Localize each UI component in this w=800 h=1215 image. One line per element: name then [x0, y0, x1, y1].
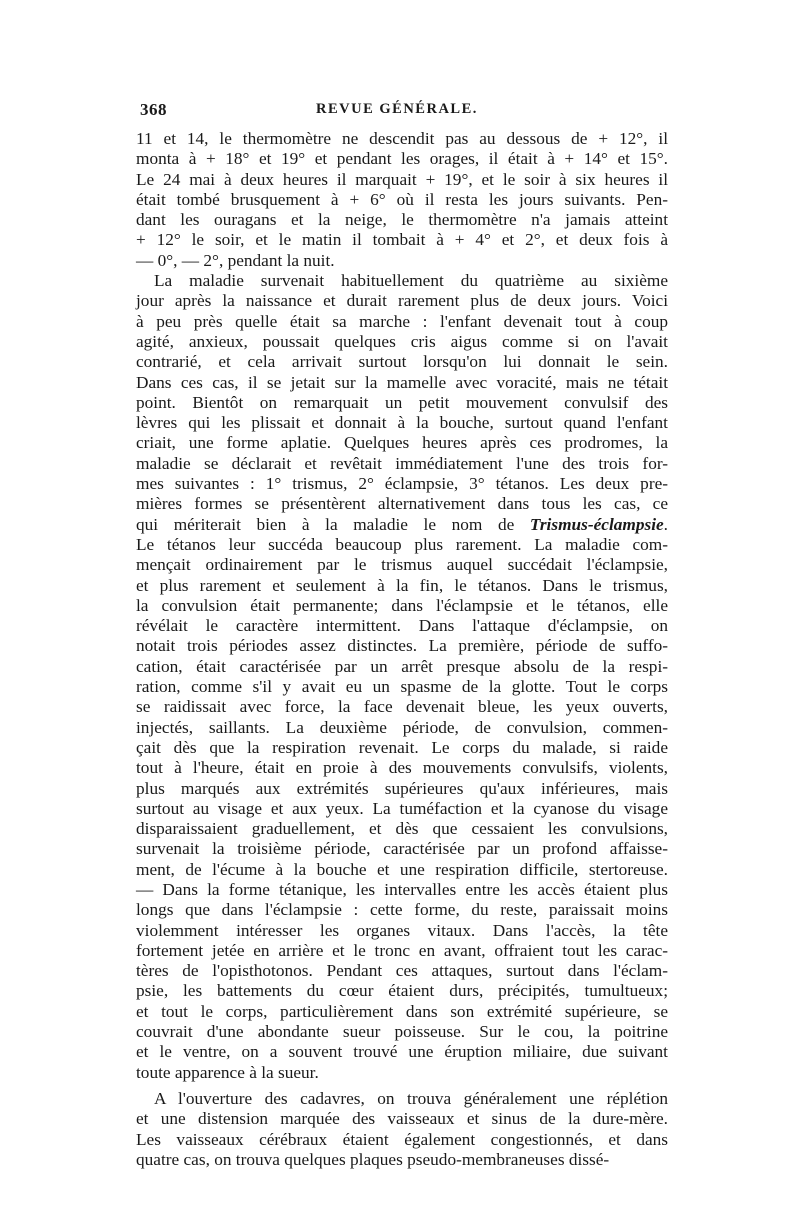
text-line: et le ventre, on a souvent trouvé une éruption miliaire, due suivant	[136, 1042, 668, 1062]
italic-term: Trismus-éclampsie	[529, 514, 664, 534]
text-line: quatre cas, on trouva quelques plaques pseudo-membraneuses dissé-	[136, 1149, 610, 1169]
text-line: — 0°, — 2°, pendant la nuit.	[136, 250, 335, 270]
text-line: à peu près quelle était sa marche : l'enfant devenait tout à coup	[136, 311, 668, 331]
text-line: violemment intéresser les organes vitaux. Dans l'accès, la tête	[136, 920, 668, 940]
text-line: Le 24 mai à deux heures il marquait + 19°, et le soir à six heures il	[136, 169, 668, 189]
text-line: 11 et 14, le thermomètre ne descendit pas au dessous de + 12°, il	[136, 129, 668, 148]
text-line: mières formes se présentèrent alternativement dans tous les cas, ce	[136, 494, 668, 514]
text-line: toute apparence à la sueur.	[136, 1062, 319, 1082]
text-line: monta à + 18° et 19° et pendant les orages, il était à + 14° et 15°.	[136, 149, 668, 169]
text-line: la convulsion était permanente; dans l'éclampsie et le tétanos, elle	[136, 595, 668, 615]
text-line: injectés, saillants. La deuxième période, de convulsion, commen-	[136, 717, 668, 737]
paragraph	[136, 129, 668, 271]
text-line: jour après la naissance et durait rarement plus de deux jours. Voici	[136, 291, 668, 311]
text-line: tères de l'opisthotonos. Pendant ces attaques, surtout dans l'éclam-	[136, 961, 668, 981]
paragraph	[136, 271, 668, 1083]
text-line: maladie se déclarait et revêtait immédiatement l'une des trois for-	[136, 453, 668, 473]
text-line: dant les ouragans et la neige, le thermomètre n'a jamais atteint	[136, 210, 668, 230]
text-line: Le tétanos leur succéda beaucoup plus rarement. La maladie com-	[136, 534, 668, 554]
text-line: qui mériterait bien à la maladie le nom de Trismus-éclampsie.	[136, 514, 668, 534]
text-line: et tout le corps, particulièrement dans son extrémité supérieure, se	[136, 1001, 668, 1021]
text-line: et une distension marquée des vaisseaux et sinus de la dure-mère.	[136, 1109, 668, 1129]
page-number: 368	[140, 100, 167, 119]
running-title: REVUE GÉNÉRALE.	[316, 101, 478, 117]
text-line: cation, était caractérisée par un arrêt presque absolu de la respi-	[136, 656, 668, 676]
text-line: contrarié, et cela arrivait surtout lorsqu'on lui donnait le sein.	[136, 352, 668, 372]
text-line: survenait la troisième période, caractérisée par un profond affaisse-	[136, 839, 668, 859]
text-line: notait trois périodes assez distinctes. La première, période de suffo-	[136, 636, 668, 656]
text-line: ment, de l'écume à la bouche et une respiration difficile, stertoreuse.	[136, 859, 668, 879]
text-line: psie, les battements du cœur étaient durs, précipités, tumultueux;	[136, 981, 668, 1001]
text-line: La maladie survenait habituellement du quatrième au sixième	[154, 271, 668, 291]
text-line: couvrait d'une abondante sueur poisseuse. Sur le cou, la poitrine	[136, 1022, 668, 1042]
text-line: lèvres qui les plissait et donnait à la bouche, surtout quand l'enfant	[136, 413, 668, 433]
text-line: agité, anxieux, poussait quelques cris aigus comme si on l'avait	[136, 331, 668, 351]
text-line: çait dès que la respiration revenait. Le corps du malade, si raide	[136, 737, 668, 757]
text-line: se raidissait avec force, la face devenait bleue, les yeux ouverts,	[136, 697, 668, 717]
text-line: point. Bientôt on remarquait un petit mouvement convulsif des	[136, 392, 668, 412]
text-line: disparaissaient graduellement, et dès que cessaient les convulsions,	[136, 819, 668, 839]
body-text	[136, 129, 668, 1170]
text-line: Les vaisseaux cérébraux étaient également congestionnés, et dans	[136, 1129, 668, 1149]
text-line: A l'ouverture des cadavres, on trouva généralement une réplétion	[154, 1088, 668, 1108]
text-line: tout à l'heure, était en proie à des mouvements convulsifs, violents,	[136, 758, 668, 778]
text-line: surtout au visage et aux yeux. La tuméfaction et la cyanose du visage	[136, 798, 668, 818]
text-line: criait, une forme aplatie. Quelques heures après ces prodromes, la	[136, 433, 668, 453]
text-line: mençait ordinairement par le trismus auquel succédait l'éclampsie,	[136, 555, 668, 575]
text-line: longs que dans l'éclampsie : cette forme, du reste, paraissait moins	[136, 900, 668, 920]
text-line: — Dans la forme tétanique, les intervalles entre les accès étaient plus	[136, 879, 668, 899]
page-header	[140, 100, 668, 124]
text-line: plus marqués aux extrémités supérieures qu'aux inférieures, mais	[136, 778, 668, 798]
text-line: Dans ces cas, il se jetait sur la mamelle avec voracité, mais ne tétait	[136, 372, 668, 392]
text-line: était tombé brusquement à + 6° où il resta les jours suivants. Pen-	[136, 189, 668, 209]
text-line: fortement jetée en arrière et le tronc en avant, offraient tout les carac-	[136, 940, 668, 960]
text-line: révélait le caractère intermittent. Dans l'attaque d'éclampsie, on	[136, 616, 668, 636]
text-line: et plus rarement et seulement à la fin, le tétanos. Dans le trismus,	[136, 575, 668, 595]
text-line: mes suivantes : 1° trismus, 2° éclampsie, 3° tétanos. Les deux pre-	[136, 474, 668, 494]
paragraph	[136, 1089, 668, 1170]
text-line: ration, comme s'il y avait eu un spasme de la glotte. Tout le corps	[136, 677, 668, 697]
text-line: + 12° le soir, et le matin il tombait à + 4° et 2°, et deux fois à	[136, 230, 668, 250]
